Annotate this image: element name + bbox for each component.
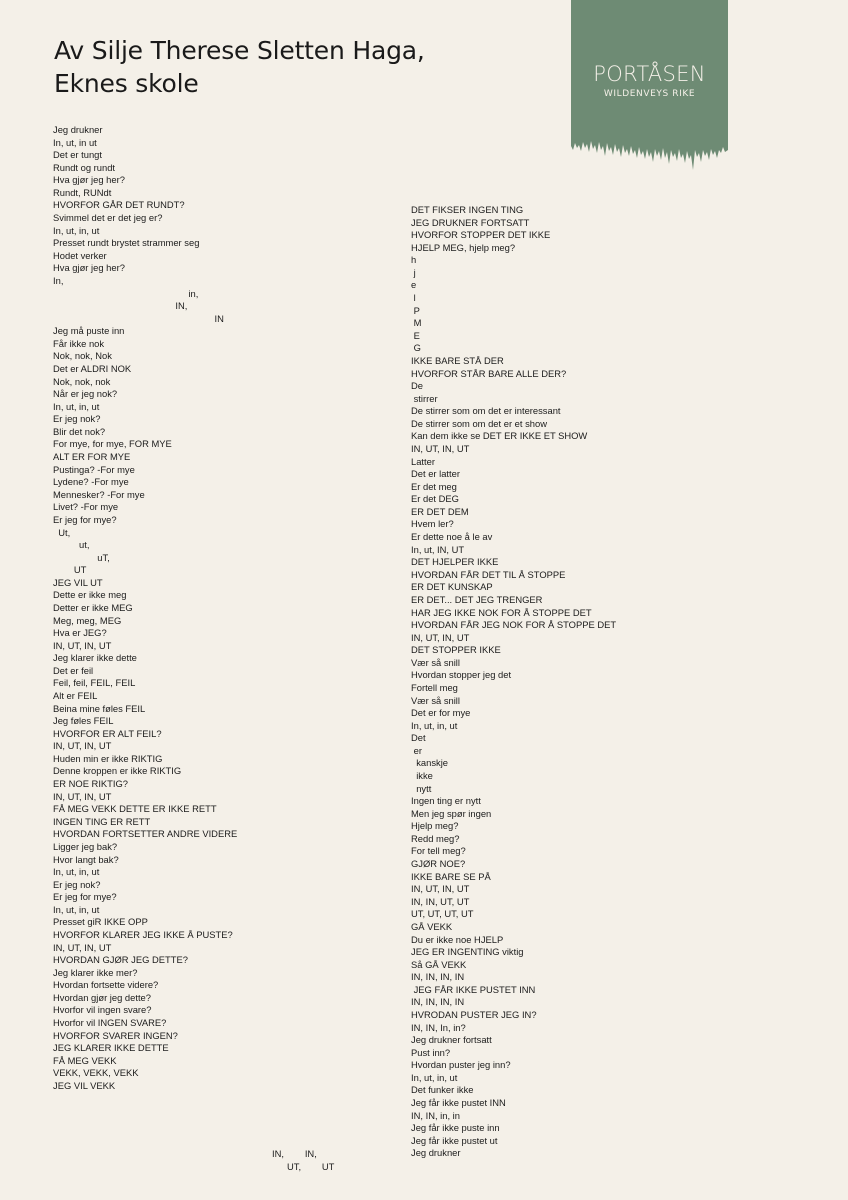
poem-line: HVORFOR KLARER JEG IKKE Å PUSTE?: [53, 929, 233, 940]
poem-line: Hodet verker: [53, 249, 107, 261]
poem-line: HVORFOR GÅR DET RUNDT?: [53, 199, 185, 211]
poem-line: HAR JEG IKKE NOK FOR Å STOPPE DET: [411, 606, 592, 618]
poem-line: VEKK, VEKK, VEKK: [53, 1067, 139, 1079]
poem-line: E: [411, 329, 420, 341]
poem-line: in,: [53, 287, 199, 299]
poem-line: Hva gjør jeg her?: [53, 262, 125, 274]
poem-line: Jeg må puste inn: [53, 325, 125, 337]
poem-line: Det er for mye: [411, 707, 471, 719]
poem-line: De stirrer som om det er interessant: [411, 405, 561, 417]
poem-line: ALT ER FOR MYE: [53, 451, 131, 463]
poem-line: JEG ER INGENTING viktig: [411, 946, 524, 958]
poem-line: Jeg får ikke pustet ut: [411, 1134, 498, 1146]
poem-line: Når er jeg nok?: [53, 388, 118, 400]
poem-line: In, ut, IN, UT: [411, 543, 465, 555]
poem-line: Meg, meg, MEG: [53, 614, 122, 626]
poem-line: er: [411, 744, 422, 756]
poem-line: DET FIKSER INGEN TING: [411, 204, 524, 215]
poem-line: IN, UT, IN, UT: [53, 740, 112, 752]
poem-line: In, ut, in, ut: [53, 866, 100, 878]
poem-line: Det er tungt: [53, 149, 102, 161]
title-line-1: Av Silje Therese Sletten Haga,: [54, 36, 425, 65]
poem-line: Du er ikke noe HJELP: [411, 933, 504, 945]
poem-line: Feil, feil, FEIL, FEIL: [53, 677, 136, 689]
poem-line: HVORDAN FÅR DET TIL Å STOPPE: [411, 568, 566, 580]
poem-line: ikke: [411, 770, 433, 782]
poem-line: UT, UT, UT, UT: [411, 908, 474, 920]
poem-line: DET HJELPER IKKE: [411, 556, 499, 568]
brand-subtitle: WILDENVEYS RIKE: [603, 89, 696, 99]
poem-footer-line-1: IN, IN,: [272, 1148, 317, 1159]
poem-line: stirrer: [411, 392, 438, 404]
poem-line: In, ut, in, ut: [53, 224, 100, 236]
poem-line: Det er ALDRI NOK: [53, 362, 132, 374]
poem-line: In, ut, in, ut: [411, 1071, 458, 1083]
poem-line: Alt er FEIL: [53, 690, 98, 702]
poem-line: Svimmel det er det jeg er?: [53, 212, 163, 224]
poem-line: HVORFOR ER ALT FEIL?: [53, 727, 162, 739]
poem-line: Det: [411, 732, 426, 744]
poem-line: GÅ VEKK: [411, 920, 453, 932]
poem-line: IN,: [53, 300, 188, 312]
poem-line: HVORFOR STÅR BARE ALLE DER?: [411, 367, 567, 379]
poem-line: De stirrer som om det er et show: [411, 417, 547, 429]
poem-line: IN, IN, UT, UT: [411, 895, 470, 907]
poem-line: Det funker ikke: [411, 1084, 474, 1096]
poem-line: INGEN TING ER RETT: [53, 815, 151, 827]
poem-line: For tell meg?: [411, 845, 466, 857]
poem-line: Mennesker? -For mye: [53, 488, 145, 500]
poem-line: HVORDAN GJØR JEG DETTE?: [53, 954, 188, 966]
poem-line: IN, IN, in, in: [411, 1109, 460, 1121]
poem-line: JEG DRUKNER FORTSATT: [411, 216, 530, 228]
poem-line: Beina mine føles FEIL: [53, 702, 146, 714]
poem-line: M: [411, 317, 422, 329]
poem-line: ER DET KUNSKAP: [411, 581, 493, 593]
poem-line: Livet? -For mye: [53, 501, 119, 513]
poem-line: FÅ MEG VEKK DETTE ER IKKE RETT: [53, 803, 217, 815]
poem-line: Jeg drukner: [53, 124, 103, 135]
poem-line: Vær så snill: [411, 694, 460, 706]
poem-line: IN: [53, 312, 224, 324]
poem-line: JEG VIL VEKK: [53, 1079, 116, 1091]
poem-line: e: [411, 279, 417, 291]
poem-line: Vær så snill: [411, 656, 460, 668]
poem-line: Er jeg nok?: [53, 413, 101, 425]
poem-line: j: [411, 266, 416, 278]
poem-line: kanskje: [411, 757, 448, 769]
poem-line: IN, UT, IN, UT: [411, 442, 470, 454]
poem-right-column: [411, 204, 616, 1160]
poem-line: Kan dem ikke se DET ER IKKE ET SHOW: [411, 430, 588, 442]
poem-line: Jeg klarer ikke dette: [53, 652, 137, 664]
poem-line: JEG FÅR IKKE PUSTET INN: [411, 983, 536, 995]
poem-line: In, ut, in, ut: [53, 903, 100, 915]
poem-line: Nok, nok, Nok: [53, 350, 112, 362]
poem-line: Jeg drukner: [411, 1147, 461, 1159]
poem-line: IN, IN, IN, IN: [411, 971, 465, 983]
poem-line: Er jeg for mye?: [53, 513, 117, 525]
poem-line: Dette er ikke meg: [53, 589, 127, 601]
document-title: [54, 34, 425, 100]
poem-line: IKKE BARE STÅ DER: [411, 354, 504, 366]
poem-line: Hjelp meg?: [411, 820, 459, 832]
poem-line: Lydene? -For mye: [53, 476, 129, 488]
poem-line: Ut,: [53, 526, 71, 538]
poem-left-column: [53, 124, 237, 1093]
poem-line: P: [411, 304, 420, 316]
poem-line: Pustinga? -For mye: [53, 463, 135, 475]
poem-line: Presset giR IKKE OPP: [53, 916, 148, 928]
poem-line: Hvordan puster jeg inn?: [411, 1059, 511, 1071]
portasen-logo-banner: [571, 0, 728, 175]
poem-line: Er dette noe å le av: [411, 531, 493, 543]
poem-line: Denne kroppen er ikke RIKTIG: [53, 765, 182, 777]
poem-line: Jeg får ikke pustet INN: [411, 1097, 506, 1109]
poem-line: nytt: [411, 782, 432, 794]
poem-line: Hvordan fortsette videre?: [53, 979, 159, 991]
poem-line: Ingen ting er nytt: [411, 795, 481, 807]
poem-line: Jeg får ikke puste inn: [411, 1122, 500, 1134]
poem-line: IN, UT, IN, UT: [411, 631, 470, 643]
poem-line: uT,: [53, 551, 110, 563]
poem-line: l: [411, 292, 416, 304]
poem-line: Huden min er ikke RIKTIG: [53, 752, 163, 764]
poem-line: ER DET... DET JEG TRENGER: [411, 593, 543, 605]
brand-name: PORTÅSEN: [593, 62, 706, 86]
poem-line: G: [411, 342, 421, 354]
poem-line: Fortell meg: [411, 681, 458, 693]
poem-line: For mye, for mye, FOR MYE: [53, 438, 172, 450]
poem-line: Hvem ler?: [411, 518, 454, 530]
poem-line: HVORFOR STOPPER DET IKKE: [411, 229, 551, 241]
poem-line: IN, UT, IN, UT: [53, 639, 112, 651]
poem-line: Hvorfor vil INGEN SVARE?: [53, 1017, 167, 1029]
poem-line: Så GÅ VEKK: [411, 958, 467, 970]
poem-line: In, ut, in, ut: [53, 400, 100, 412]
banner-shape: [571, 0, 728, 175]
poem-line: DET STOPPER IKKE: [411, 644, 501, 656]
poem-line: HVORDAN FORTSETTER ANDRE VIDERE: [53, 828, 238, 840]
poem-line: Men jeg spør ingen: [411, 807, 492, 819]
poem-line: Detter er ikke MEG: [53, 601, 133, 613]
title-line-2: Eknes skole: [54, 69, 199, 98]
poem-line: Er jeg nok?: [53, 878, 101, 890]
poem-line: Jeg føles FEIL: [53, 715, 114, 727]
poem-line: HVRODAN PUSTER JEG IN?: [411, 1009, 537, 1020]
poem-line: Blir det nok?: [53, 425, 106, 437]
poem-line: ER NOE RIKTIG?: [53, 778, 129, 790]
poem-line: De: [411, 380, 423, 392]
poem-line: Får ikke nok: [53, 337, 105, 349]
poem-line: GJØR NOE?: [411, 858, 466, 870]
poem-line: Latter: [411, 455, 435, 467]
poem-line: Er det DEG: [411, 493, 459, 505]
poem-line: ER DET DEM: [411, 505, 469, 517]
poem-line: Jeg klarer ikke mer?: [53, 966, 138, 978]
poem-line: IN, IN, In, in?: [411, 1021, 466, 1033]
poem-line: JEG VIL UT: [53, 576, 103, 588]
poem-line: Rundt, RUNdt: [53, 186, 112, 198]
poem-line: In, ut, in ut: [53, 136, 97, 148]
poem-line: Hvor langt bak?: [53, 853, 119, 865]
poem-line: In, ut, in, ut: [411, 719, 458, 731]
poem-line: Er det meg: [411, 480, 457, 492]
poem-line: IKKE BARE SE PÅ: [411, 870, 491, 882]
poem-line: FÅ MEG VEKK: [53, 1054, 117, 1066]
poem-line: In,: [53, 274, 64, 286]
poem-line: Det er latter: [411, 468, 460, 480]
poem-line: Jeg drukner fortsatt: [411, 1034, 492, 1046]
poem-line: Nok, nok, nok: [53, 375, 111, 387]
poem-line: Det er feil: [53, 664, 94, 676]
poem-line: h: [411, 254, 417, 266]
poem-line: Redd meg?: [411, 832, 460, 844]
poem-line: JEG KLARER IKKE DETTE: [53, 1042, 169, 1054]
poem-line: Hvorfor vil ingen svare?: [53, 1004, 152, 1016]
poem-line: Pust inn?: [411, 1046, 451, 1058]
poem-line: Hva er JEG?: [53, 627, 107, 639]
poem-footer-line-2: UT, UT: [287, 1161, 335, 1172]
poem-line: Ligger jeg bak?: [53, 840, 118, 852]
poem-line: Rundt og rundt: [53, 161, 116, 173]
poem-line: IN, UT, IN, UT: [53, 790, 112, 802]
poem-line: ut,: [53, 539, 90, 551]
poem-line: HVORDAN FÅR JEG NOK FOR Å STOPPE DET: [411, 619, 617, 631]
poem-line: HVORFOR SVARER INGEN?: [53, 1029, 178, 1041]
poem-line: HJELP MEG, hjelp meg?: [411, 241, 516, 253]
poem-line: UT: [53, 564, 87, 576]
poem-line: Er jeg for mye?: [53, 891, 117, 903]
poem-line: Presset rundt brystet strammer seg: [53, 237, 200, 249]
poem-line: Hva gjør jeg her?: [53, 174, 125, 186]
poem-line: IN, UT, IN, UT: [411, 883, 470, 895]
poem-line: IN, IN, IN, IN: [411, 996, 465, 1008]
poem-line: Hvordan gjør jeg dette?: [53, 991, 151, 1003]
poem-line: IN, UT, IN, UT: [53, 941, 112, 953]
poem-line: Hvordan stopper jeg det: [411, 669, 512, 681]
